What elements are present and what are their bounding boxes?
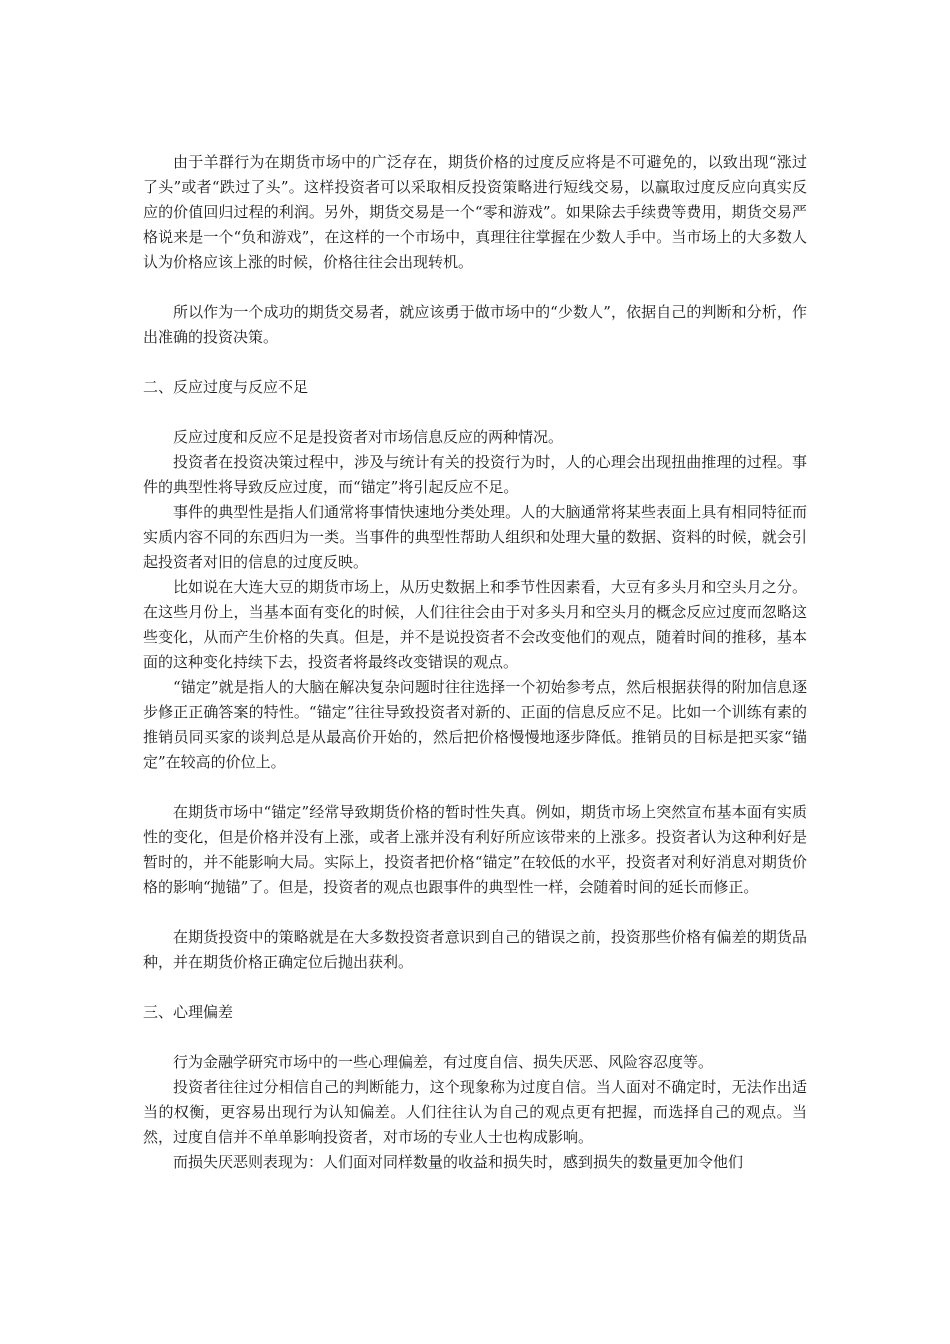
paragraph-loss-aversion: 而损失厌恶则表现为：人们面对同样数量的收益和损失时，感到损失的数量更加令他们 xyxy=(173,1153,744,1171)
paragraph-representativeness: 事件的典型性是指人们通常将事情快速地分类处理。人的大脑通常将某些表面上具有相同特征而实质内容不同的东西归为一类。当事件的典型性帮助人组织和处理大量的数据、资料的时候，就会引起投资者对旧的信息的过度反映。 xyxy=(143,503,807,571)
paragraph-strategy: 在期货投资中的策略就是在大多数投资者意识到自己的错误之前，投资那些价格有偏差的期货品种，并在期货价格正确定位后抛出获利。 xyxy=(143,928,807,971)
paragraph-two-reactions: 反应过度和反应不足是投资者对市场信息反应的两种情况。 xyxy=(173,428,564,446)
paragraph-herd-behavior: 由于羊群行为在期货市场中的广泛存在，期货价格的过度反应将是不可避免的，以致出现“涨过了头”或者“跌过了头”。这样投资者可以采取相反投资策略进行短线交易，以赢取过度反应向真实反应的价值回归过程的利润。另外，期货交易是一个“零和游戏”。如果除去手续费等费用，期货交易严格说来是一个“负和游戏”，在这样的一个市场中，真理往往掌握在少数人手中。当市场上的大多数人认为价格应该上涨的时候，价格往往会出现转机。 xyxy=(143,153,807,271)
paragraph-bias-list: 行为金融学研究市场中的一些心理偏差，有过度自信、损失厌恶、风险容忍度等。 xyxy=(173,1053,714,1071)
paragraph-dalian-soybean: 比如说在大连大豆的期货市场上，从历史数据上和季节性因素看，大豆有多头月和空头月之分。在这些月份上，当基本面有变化的时候，人们往往会由于对多头月和空头月的概念反应过度而忽略这些变化，从而产生价格的失真。但是，并不是说投资者不会改变他们的观点，随着时间的推移，基本面的这种变化持续下去，投资者将最终改变错误的观点。 xyxy=(143,578,807,671)
section-heading-overreaction: 二、反应过度与反应不足 xyxy=(143,378,309,396)
paragraph-overconfidence: 投资者往往过分相信自己的判断能力，这个现象称为过度自信。当人面对不确定时，无法作出适当的权衡，更容易出现行为认知偏差。人们往往认为自己的观点更有把握，而选择自己的观点。当然，过度自信并不单单影响投资者，对市场的专业人士也构成影响。 xyxy=(143,1078,807,1146)
paragraph-distorted-reasoning: 投资者在投资决策过程中，涉及与统计有关的投资行为时，人的心理会出现扭曲推理的过程。事件的典型性将导致反应过度，而“锚定”将引起反应不足。 xyxy=(143,453,807,496)
paragraph-anchoring: “锚定”就是指人的大脑在解决复杂问题时往往选择一个初始参考点，然后根据获得的附加信息逐步修正正确答案的特性。“锚定”往往导致投资者对新的、正面的信息反应不足。比如一个训练有素的推销员同买家的谈判总是从最高价开始的，然后把价格慢慢地逐步降低。推销员的目标是把买家“锚定”在较高的价位上。 xyxy=(143,678,807,771)
section-heading-psychological-bias: 三、心理偏差 xyxy=(143,1003,234,1021)
paragraph-anchoring-futures: 在期货市场中“锚定”经常导致期货价格的暂时性失真。例如，期货市场上突然宣布基本面有实质性的变化，但是价格并没有上涨，或者上涨并没有利好所应该带来的上涨多。投资者认为这种利好是暂时的，并不能影响大局。实际上，投资者把价格“锚定”在较低的水平，投资者对利好消息对期货价格的影响“抛锚”了。但是，投资者的观点也跟事件的典型性一样，会随着时间的延长而修正。 xyxy=(143,803,807,896)
document-page xyxy=(143,150,807,1175)
paragraph-minority-trader: 所以作为一个成功的期货交易者，就应该勇于做市场中的“少数人”，依据自己的判断和分析，作出准确的投资决策。 xyxy=(143,303,807,346)
